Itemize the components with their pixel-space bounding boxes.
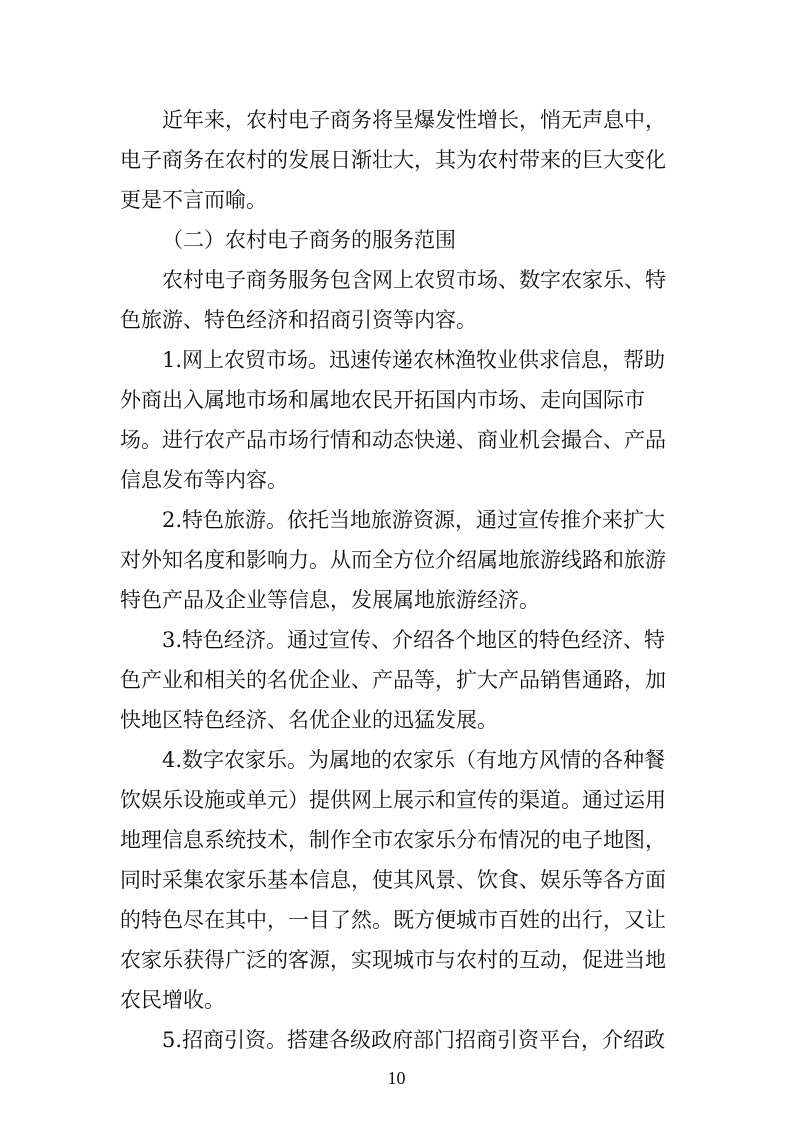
list-item-line: 饮娱乐设施或单元）提供网上展示和宣传的渠道。通过运用 bbox=[120, 788, 666, 812]
list-item-line: 3.特色经济。通过宣传、介绍各个地区的特色经济、特 bbox=[162, 628, 666, 652]
list-item-line: 场。进行农产品市场行情和动态快递、商业机会撮合、产品 bbox=[120, 428, 666, 452]
list-item-line: 农民增收。 bbox=[120, 988, 225, 1012]
list-item-line: 特色产品及企业等信息，发展属地旅游经济。 bbox=[120, 588, 540, 612]
paragraph-line: 农村电子商务服务包含网上农贸市场、数字农家乐、特 bbox=[162, 268, 666, 292]
paragraph-line: 电子商务在农村的发展日渐壮大，其为农村带来的巨大变化 bbox=[120, 148, 666, 172]
list-item-line: 的特色尽在其中，一目了然。既方便城市百姓的出行，又让 bbox=[120, 908, 666, 932]
paragraph-line: 色旅游、特色经济和招商引资等内容。 bbox=[120, 308, 477, 332]
list-item-line: 信息发布等内容。 bbox=[120, 468, 288, 492]
list-item-line: 同时采集农家乐基本信息，使其风景、饮食、娱乐等各方面 bbox=[120, 868, 666, 892]
list-item-line: 农家乐获得广泛的客源，实现城市与农村的互动，促进当地 bbox=[120, 948, 666, 972]
section-heading: （二）农村电子商务的服务范围 bbox=[162, 228, 456, 252]
list-item-line: 快地区特色经济、名优企业的迅猛发展。 bbox=[120, 708, 498, 732]
paragraph-line: 更是不言而喻。 bbox=[120, 188, 267, 212]
list-item-line: 5.招商引资。搭建各级政府部门招商引资平台，介绍政 bbox=[162, 1028, 666, 1052]
list-item-line: 地理信息系统技术，制作全市农家乐分布情况的电子地图， bbox=[120, 828, 666, 852]
list-item-line: 4.数字农家乐。为属地的农家乐（有地方风情的各种餐 bbox=[162, 748, 666, 772]
paragraph-line: 近年来，农村电子商务将呈爆发性增长，悄无声息中， bbox=[162, 108, 666, 132]
list-item-line: 外商出入属地市场和属地农民开拓国内市场、走向国际市 bbox=[120, 388, 645, 412]
list-item-line: 对外知名度和影响力。从而全方位介绍属地旅游线路和旅游 bbox=[120, 548, 666, 572]
list-item-line: 色产业和相关的名优企业、产品等，扩大产品销售通路，加 bbox=[120, 668, 666, 692]
list-item-line: 2.特色旅游。依托当地旅游资源，通过宣传推介来扩大 bbox=[162, 508, 666, 532]
list-item-line: 1.网上农贸市场。迅速传递农林渔牧业供求信息，帮助 bbox=[162, 348, 666, 372]
page-number: 10 bbox=[387, 1068, 406, 1088]
